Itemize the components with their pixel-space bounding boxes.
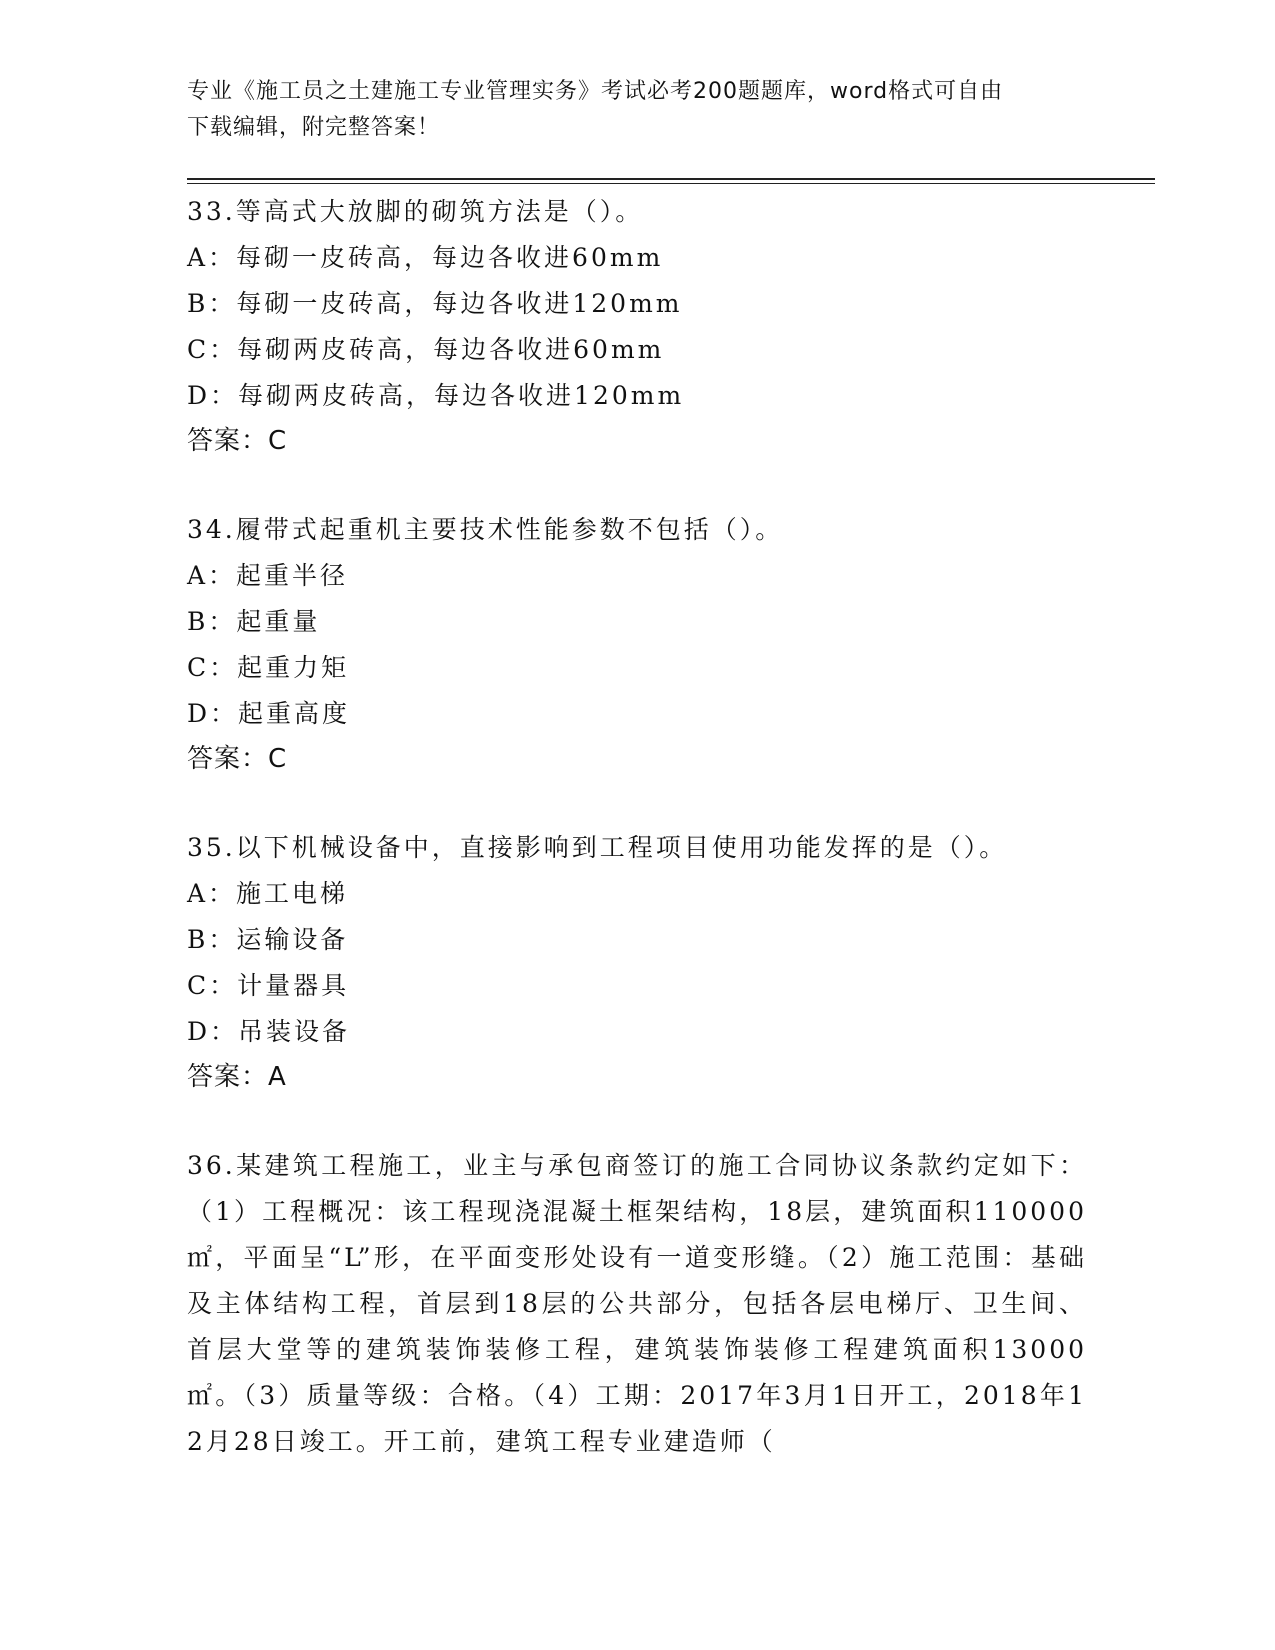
option-c: C：计量器具 bbox=[187, 971, 350, 1000]
answer-label: 答案：A bbox=[187, 1062, 287, 1092]
question-stem: 34.履带式起重机主要技术性能参数不包括（）。 bbox=[187, 515, 784, 544]
option-a: A：施工电梯 bbox=[187, 879, 349, 908]
option-d: D：吊装设备 bbox=[187, 1017, 351, 1046]
option-b: B：每砌一皮砖高，每边各收进120mm bbox=[187, 289, 683, 318]
question-36 bbox=[187, 1143, 1087, 1465]
question-list bbox=[187, 189, 1087, 1509]
question-35 bbox=[187, 825, 1087, 1099]
header-divider-thick bbox=[187, 178, 1155, 180]
option-b: B：运输设备 bbox=[187, 925, 349, 954]
option-a: A：每砌一皮砖高，每边各收进60mm bbox=[187, 243, 664, 272]
option-c: C：每砌两皮砖高，每边各收进60mm bbox=[187, 335, 665, 364]
option-a: A：起重半径 bbox=[187, 561, 349, 590]
option-d: D：每砌两皮砖高，每边各收进120mm bbox=[187, 381, 685, 410]
question-34 bbox=[187, 507, 1087, 781]
option-c: C：起重力矩 bbox=[187, 653, 350, 682]
answer-label: 答案：C bbox=[187, 426, 288, 456]
header-line-1: 专业《施工员之土建施工专业管理实务》考试必考200题题库，word格式可自由 bbox=[187, 79, 1004, 104]
header-divider-thin bbox=[187, 183, 1155, 184]
question-stem: 35.以下机械设备中，直接影响到工程项目使用功能发挥的是（）。 bbox=[187, 833, 1008, 862]
option-d: D：起重高度 bbox=[187, 699, 351, 728]
question-stem: 33.等高式大放脚的砌筑方法是（）。 bbox=[187, 197, 644, 226]
answer-label: 答案：C bbox=[187, 744, 288, 774]
option-b: B：起重量 bbox=[187, 607, 321, 636]
document-header bbox=[187, 74, 1087, 146]
question-paragraph: 36.某建筑工程施工，业主与承包商签订的施工合同协议条款约定如下：（1）工程概况：该工程现浇混凝土框架结构，18层，建筑面积110000㎡，平面呈“L”形，在平面变形处设有一道变形缝。（2）施工范围：基础及主体结构工程，首层到18层的公共部分，包括各层电梯厅、卫生间、首层大堂等的建筑装饰装修工程，建筑装饰装修工程建筑面积13000㎡。（3）质量等级：合格。（4）工期：2017年3月1日开工，2018年12月28日竣工。开工前，建筑工程专业建造师（ bbox=[187, 1151, 1087, 1456]
question-33 bbox=[187, 189, 1087, 463]
header-line-2: 下载编辑，附完整答案！ bbox=[187, 115, 441, 140]
